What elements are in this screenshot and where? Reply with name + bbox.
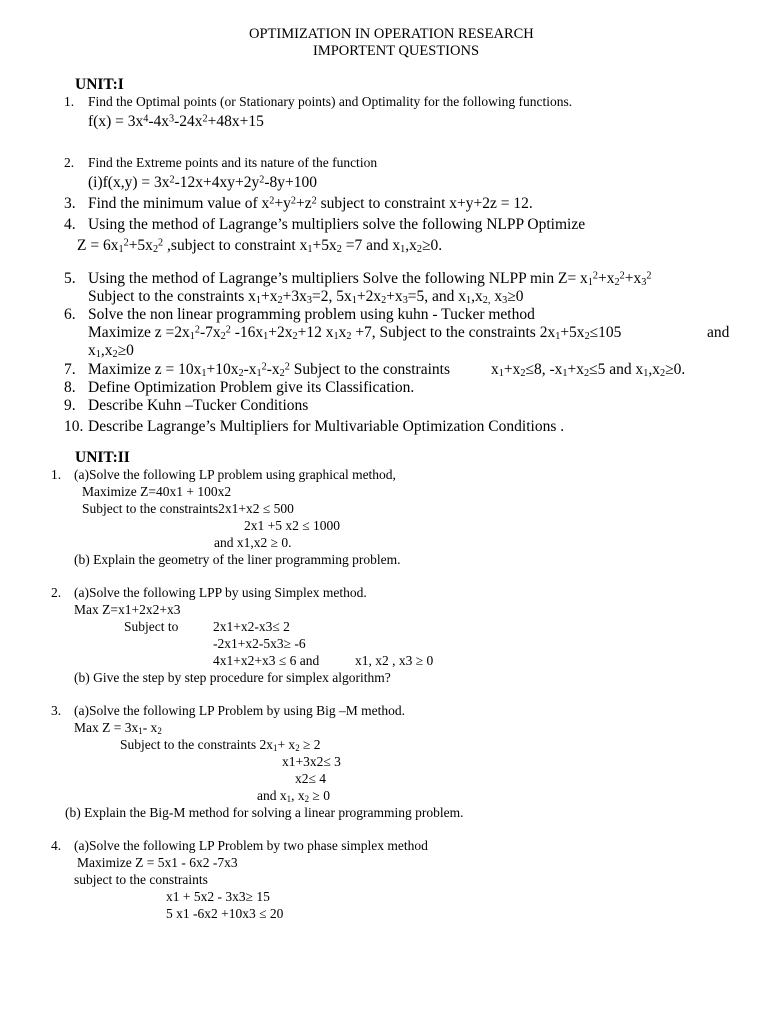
constraint-line: x1, x2 , x3 ≥ 0 xyxy=(355,653,434,668)
constraint-line: 2x1 +5 x2 ≤ 1000 xyxy=(244,518,341,533)
constraint-line: $x_1+x_2\le 8$, $-x_1+x_2\le 5$ and $x_1,x_2\ge 0$. xyxy=(491,361,686,380)
question-number: 7. xyxy=(64,361,76,378)
constraint-line: x1+3x2≤ 3 xyxy=(282,754,341,769)
question-number: 8. xyxy=(64,379,76,396)
question-number: 1. xyxy=(64,94,75,109)
constraint-line: and $x_1$, $x_2 \ge 0$ xyxy=(257,788,330,804)
document-subtitle: IMPORTENT QUESTIONS xyxy=(313,43,480,59)
question-text: Find the Extreme points and its nature of the function xyxy=(88,155,378,170)
question-number: 2. xyxy=(51,585,62,600)
document-title: OPTIMIZATION IN OPERATION RESEARCH xyxy=(249,26,534,42)
constraint-line: $x_1,x_2\ge 0$ xyxy=(88,342,134,361)
constraint-line: 4x1+x2+x3 ≤ 6 and xyxy=(213,653,320,668)
subject-to-label: Subject to xyxy=(124,619,179,634)
question-number: 3. xyxy=(51,703,62,718)
question-text: (b) Explain the geometry of the liner programming problem. xyxy=(74,552,401,567)
question-text: Solve the non linear programming problem using kuhn - Tucker method xyxy=(88,306,535,323)
question-text: (a)Solve the following LPP by using Simplex method. xyxy=(74,585,367,600)
unit-1-heading: UNIT:I xyxy=(75,76,124,93)
constraint-line: 2x1+x2-x3≤ 2 xyxy=(213,619,290,634)
constraint-line: -2x1+x2-5x3≥ -6 xyxy=(213,636,306,651)
unit-2-heading: UNIT:II xyxy=(75,449,130,466)
question-number: 1. xyxy=(51,467,62,482)
question-text: (a)Solve the following LP Problem by using Big –M method. xyxy=(74,703,405,718)
question-text: Using the method of Lagrange’s multipliers Solve the following NLPP $\min Z= x_1^2+x_2^2+x_3^2$ xyxy=(88,270,652,289)
question-text: (b) Explain the Big-M method for solving a linear programming problem. xyxy=(65,805,464,820)
conjunction-and: and xyxy=(707,324,730,341)
question-text: Find the minimum value of $x^2+y^2+z^2$ subject to constraint x+y+2z = 12. xyxy=(88,195,533,212)
constraint-line: 5 x1 -6x2 +10x3 ≤ 20 xyxy=(166,906,284,921)
question-number: 2. xyxy=(64,155,75,170)
subject-to-label: subject to the constraints xyxy=(74,872,208,887)
constraint-line: Subject to the constraints $x_1+x_2+3x_3=2$, $5x_1+2x_2+x_3=5$, and $x_1,x_{2,}$ $x_3\ge 0$ xyxy=(88,288,524,307)
question-number: 6. xyxy=(64,306,76,323)
formula: $f(x) = 3x^4-4x^3-24x^2+48x+15$ xyxy=(88,113,264,130)
question-number: 4. xyxy=(51,838,62,853)
question-number: 3. xyxy=(64,195,76,212)
question-number: 5. xyxy=(64,270,76,287)
objective-function: Max Z=x1+2x2+x3 xyxy=(74,602,181,617)
formula: Maximize $z =2x_1^2-7x_2^2$ $-16x_1+2x_2+12$ $x_1x_2 +7$, Subject to the constraints $2x_1+5x_2\le 105$ xyxy=(88,324,622,343)
question-text: (b) Give the step by step procedure for simplex algorithm? xyxy=(74,670,391,685)
question-text: Maximize $z = 10x_1+10x_2-x_1^2-x_2^2$ Subject to the constraints xyxy=(88,361,450,380)
formula: $(i)f(x,y) = 3x^2-12x+4xy+2y^2-8y+100$ xyxy=(88,174,318,191)
constraint-line: Subject to the constraints $2x_1+ x_2 \ge 2$ xyxy=(120,737,321,753)
question-text: (a)Solve the following LP Problem by two phase simplex method xyxy=(74,838,428,853)
objective-function: Maximize Z = 5x1 - 6x2 -7x3 xyxy=(77,855,238,870)
question-text: (a)Solve the following LP problem using graphical method, xyxy=(74,467,396,482)
question-number: 10. xyxy=(64,418,84,435)
constraint-line: and x1,x2 ≥ 0. xyxy=(214,535,292,550)
question-text: Using the method of Lagrange’s multipliers solve the following NLPP Optimize xyxy=(88,216,586,233)
formula: $Z = 6x_1^2+5x_2^2$ ,subject to constraint $x_1+5x_2 =7$ and $x_1,x_2\ge 0$. xyxy=(77,237,443,256)
question-text: Describe Kuhn –Tucker Conditions xyxy=(88,397,309,414)
question-text: Describe Lagrange’s Multipliers for Multivariable Optimization Conditions . xyxy=(88,418,565,435)
constraint-line: Subject to the constraints2x1+x2 ≤ 500 xyxy=(82,501,294,516)
constraint-line: x2≤ 4 xyxy=(295,771,327,786)
question-number: 9. xyxy=(64,397,76,414)
question-text: Define Optimization Problem give its Classification. xyxy=(88,379,415,396)
question-text: Find the Optimal points (or Stationary points) and Optimality for the following functions. xyxy=(88,94,573,109)
constraint-line: x1 + 5x2 - 3x3≥ 15 xyxy=(166,889,270,904)
objective-function: Max $Z = 3x_1-$ $x_2$ xyxy=(74,720,162,736)
question-number: 4. xyxy=(64,216,76,233)
objective-function: Maximize Z=40x1 + 100x2 xyxy=(82,484,232,499)
